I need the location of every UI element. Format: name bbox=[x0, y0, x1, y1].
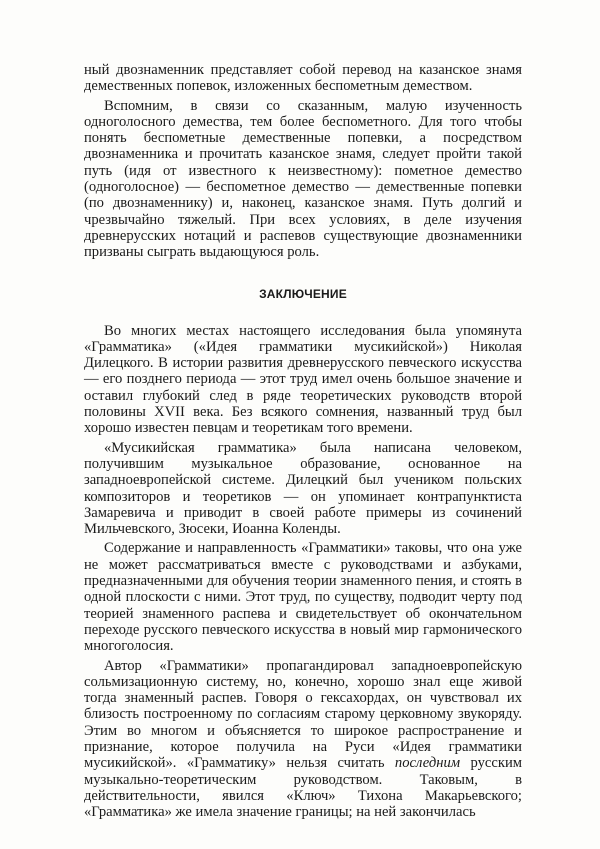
paragraph-conclusion-4 bbox=[84, 658, 522, 821]
section-heading: ЗАКЛЮЧЕНИЕ bbox=[259, 286, 347, 301]
paragraph-text: русским музыкально-теоретическим руководством. Таковым, в действительности, явился «Ключ» Тихона Макарьевского; «Грамматика» же имела значение границы; на ней закончилась bbox=[84, 755, 522, 821]
paragraph-conclusion-3: Содержание и направленность «Грамматики» таковы, что она уже не может рассматриваться вместе с руководствами и азбуками, предназначенными для обучения теории знаменного пения, и стоять в одной плоскости с ними. Этот труд, по существу, подводит черту под теорией знаменного распева и свидетельствует об окончательном переходе русского певческого искусства в новый мир гармонического многоголосия. bbox=[84, 540, 522, 655]
paragraph-conclusion-1: Во многих местах настоящего исследования была упомянута «Грамматика» («Идея грамматики мусикийской») Николая Дилецкого. В истории развития древнерусского певческого искусства — его позднего периода — этот труд имел очень большое значение и оставил глубокий след в ряде теоретических руководств второй половины XVII века. Без всякого сомнения, названный труд был хорошо известен певцам и теоретикам того времени. bbox=[84, 322, 522, 437]
paragraph-conclusion-2: «Мусикийская грамматика» была написана человеком, получившим музыкальное образование, основанное на западноевропейской системе. Дилецкий был учеником польских композиторов и теоретиков — он упоминает контрапунктиста Замаревича и приводит в своей работе примеры из сочинений Мильчевского, Зюсеки, Иоанна Коленды. bbox=[84, 439, 522, 538]
text-column bbox=[84, 62, 522, 820]
paragraph-continuation: ный двознаменник представляет собой перевод на казанское знамя демественных попевок, изложенных беспометным демеством. bbox=[84, 62, 522, 95]
paragraph-demestvo: Вспомним, в связи со сказанным, малую изученность одноголосного демества, тем более беспометного. Для того чтобы понять беспометные демественные попевки, а посредством двознаменника и прочитать казанское знамя, следует пройти такой путь (идя от известного к неизвестному): пометное демество (одноголосное) — беспометное демество — демественные попевки (по двознаменнику) и, наконец, казанское знамя. Путь долгий и чрезвычайно тяжелый. При всех условиях, в деле изучения древнерусских нотаций и распевов существующие двознаменники призваны сыграть выдающуюся роль. bbox=[84, 97, 522, 261]
paragraph-text: Автор «Грамматики» пропагандировал западноевропейскую сольмизационную систему, но, конечно, хорошо знал еще живой тогда знаменный распев. Говоря о гексахордах, он чувствовал их близость построенному по согласиям старому церковному звукоряду. Этим во многом и объясняется то широкое распространение и признание, которое получила на Руси «Идея грамматики мусикийской». «Грамматику» нельзя считать bbox=[84, 657, 522, 772]
italic-emphasis: последним bbox=[394, 755, 461, 772]
